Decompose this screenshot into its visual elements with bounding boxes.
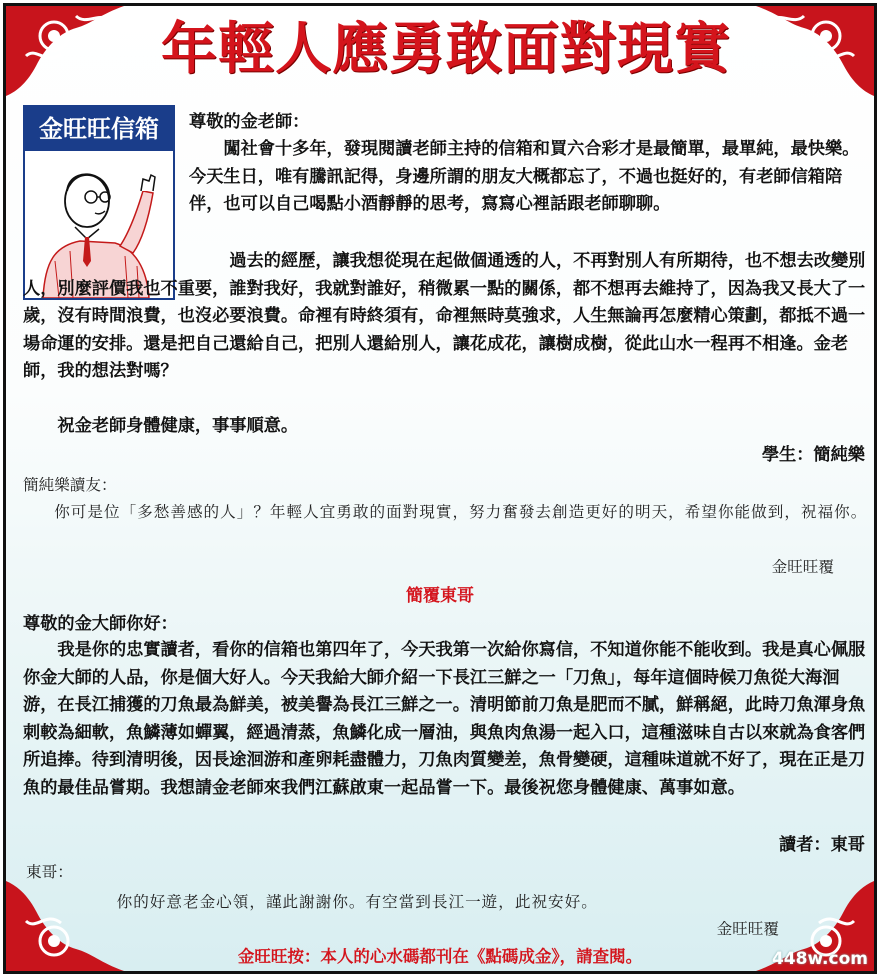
corner-ornament-top-left	[6, 6, 124, 96]
letter1-para1: 闖社會十多年，發現閱讀老師主持的信箱和買六合彩才是最簡單，最單純，最快樂。今天生日，唯有騰訊記得，身邊所謂的朋友大概都忘了，不過也挺好的，有老師信箱陪伴，也可以自己喝點小酒靜靜的思考，寫寫心裡話跟老師聊聊。	[189, 139, 860, 214]
reply2-signature: 金旺旺覆	[716, 920, 779, 938]
reply1-body: 你可是位「多愁善感的人」？年輕人宜勇敢的面對現實，努力奮發去創造更好的明天，希望你能做到，祝福你。	[54, 503, 868, 521]
letter1-para2: 過去的經歷，讓我想從現在起做個通透的人，不再對別人有所期待，也不想去改變別人，別麼評價我也不重要，誰對我好，我就對誰好，稍微累一點的關係，都不想再去維持了，因為我又長大了一歲，沒有時間浪費，也沒必要浪費。命裡有時終須有，命裡無時莫強求，人生無論再怎麼精心策劃，都抵不過一場命運的安排。還是把自己還給自己，把別人還給別人，讓花成花，讓樹成樹，從此山水一程再不相逢。金老師，我的想法對嗎？	[23, 251, 866, 381]
letter2-signature: 讀者：東哥	[779, 835, 865, 855]
letter1-closing-wrap	[23, 413, 871, 441]
letter2-body-wrap	[23, 637, 871, 802]
reply2-body: 你的好意老金心領，謹此謝謝你。有空當到長江一遊，此祝安好。	[116, 893, 598, 911]
headline: 年輕人應勇敢面對現實	[161, 17, 731, 82]
reply1-signature: 金旺旺覆	[771, 558, 834, 576]
letter2-greeting: 尊敬的金大師你好：	[23, 614, 178, 634]
letter1-closing: 祝金老師身體健康，事事順意。	[57, 416, 299, 436]
letter2-body: 我是你的忠實讀者，看你的信箱也第四年了，今天我第一次給你寫信，不知道你能不能收到。我是真心佩服你金大師的人品，你是個大好人。今天我給大師介紹一下長江三鮮之一「刀魚」，每年這個時候刀魚從大海洄游，在長江捕獲的刀魚最為鮮美，被美譽為長江三鮮之一。清明節前刀魚是肥而不膩，鮮稱絕，此時刀魚渾身魚刺較為細軟，魚鱗薄如蟬翼，經過清蒸，魚鱗化成一層油，與魚肉魚湯一起入口，這種滋味自古以來就為食客們所追捧。待到清明後，因長途洄游和產卵耗盡體力，刀魚肉質變差，魚骨變硬，這種味道就不好了，現在正是刀魚的最佳品嘗期。我想請金老師來我們江蘇啟東一起品嘗一下。最後祝您身體健康、萬事如意。	[23, 640, 866, 798]
letter1-greeting: 尊敬的金老師：	[189, 112, 310, 132]
letter1-para1-wrap	[189, 136, 871, 219]
clipping-frame	[3, 3, 877, 974]
column-tag: 金旺旺信箱	[25, 107, 173, 151]
reply2-body-wrap	[23, 889, 871, 917]
reply1-greeting: 簡純樂讀友：	[23, 476, 117, 494]
letter1-para2-wrap	[23, 248, 871, 386]
section-title: 簡覆東哥	[406, 586, 474, 606]
letter1-signature: 學生：簡純樂	[761, 445, 865, 465]
footer-note: 金旺旺按：本人的心水碼都刊在《點碼成金》，請查閱。	[237, 947, 643, 966]
reply2-greeting: 東哥：	[26, 863, 73, 881]
reply1-body-wrap	[23, 499, 871, 527]
site-watermark: 448w.com	[771, 949, 868, 969]
